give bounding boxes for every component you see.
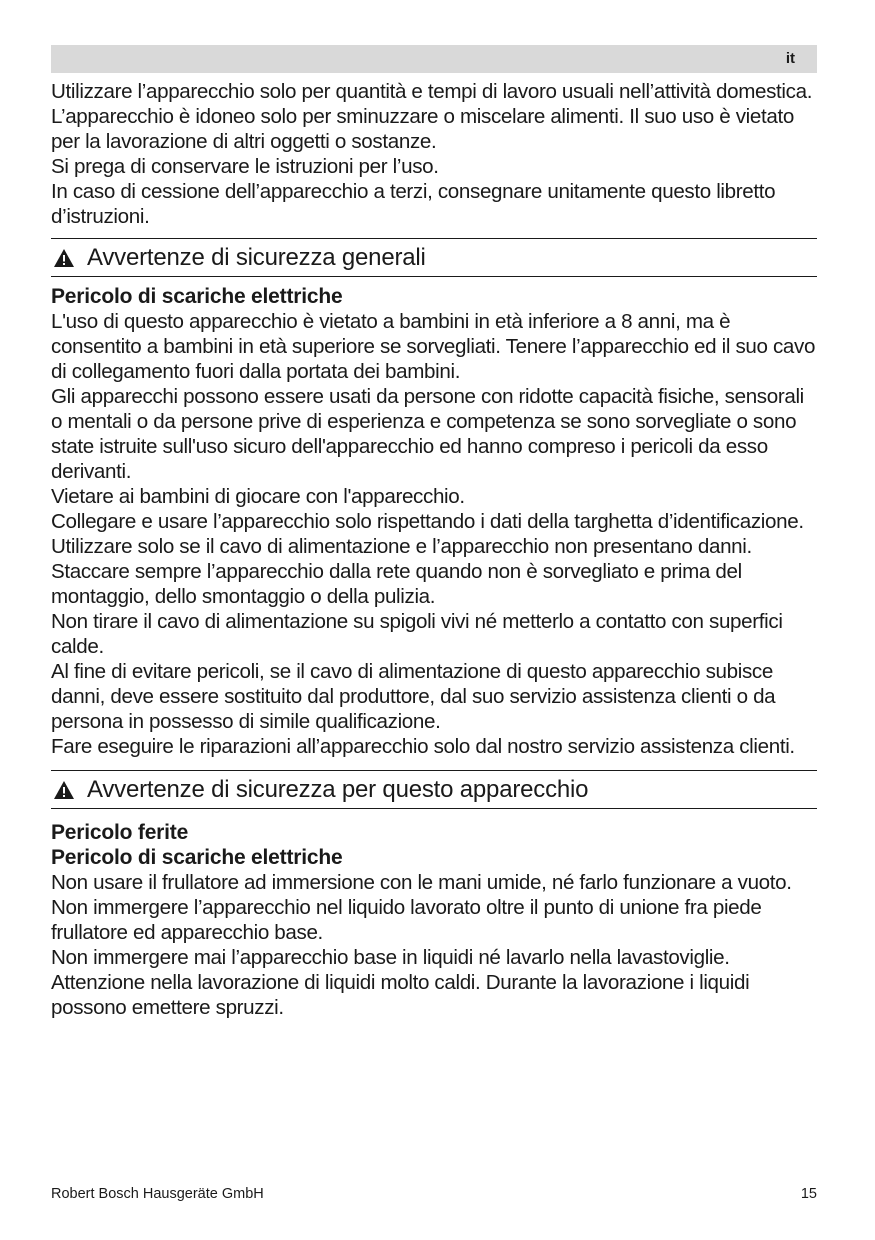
safety-paragraph: Staccare sempre l’apparecchio dalla rete quando non è sorvegliato e prima del montaggio, dello smontaggio o della pulizia.	[51, 560, 742, 608]
safety-paragraph: Gli apparecchi possono essere usati da persone con ridotte capacità fisiche, sensorali o mentali o da persone prive di esperienza e competenza se sono sorvegliate o sono state istruite sull'uso sicuro dell'apparecchio ed hanno compreso i pericoli da esso derivanti.	[51, 385, 804, 483]
warning-triangle-icon	[53, 248, 75, 268]
section-appliance-safety-body	[51, 820, 817, 1020]
page-content	[51, 79, 817, 1020]
safety-paragraph: Vietare ai bambini di giocare con l'apparecchio.	[51, 485, 465, 508]
company-name: Robert Bosch Hausgeräte GmbH	[51, 1186, 264, 1202]
intro-paragraph: Si prega di conservare le istruzioni per l’uso.	[51, 155, 439, 178]
warning-triangle-icon	[53, 780, 75, 800]
safety-paragraph: Non immergere l’apparecchio nel liquido lavorato oltre il punto di unione fra piede frullatore ed apparecchio base.	[51, 896, 762, 944]
page-number: 15	[800, 1186, 817, 1202]
safety-paragraph: Fare eseguire le riparazioni all’apparecchio solo dal nostro servizio assistenza clienti.	[51, 735, 795, 758]
safety-paragraph: Non usare il frullatore ad immersione con le mani umide, né farlo funzionare a vuoto.	[51, 871, 792, 894]
intro-block	[51, 79, 817, 229]
page-footer	[51, 1186, 817, 1202]
intro-paragraph: L’apparecchio è idoneo solo per sminuzzare o miscelare alimenti. Il suo uso è vietato per la lavorazione di altri oggetti o sostanze.	[51, 105, 794, 153]
safety-paragraph: Al fine di evitare pericoli, se il cavo di alimentazione di questo apparecchio subisce danni, deve essere sostituito dal produttore, dal suo servizio assistenza clienti o da persona in possesso di simile qualificazione.	[51, 660, 776, 733]
section-title: Avvertenze di sicurezza generali	[87, 244, 426, 271]
intro-paragraph: Utilizzare l’apparecchio solo per quantità e tempi di lavoro usuali nell’attività domestica.	[51, 80, 813, 103]
section-appliance-safety-heading	[51, 770, 817, 809]
hazard-subtitle: Pericolo di scariche elettriche	[51, 285, 343, 308]
hazard-subtitle: Pericolo di scariche elettriche	[51, 846, 343, 869]
section-general-safety-heading	[51, 238, 817, 277]
safety-paragraph: L'uso di questo apparecchio è vietato a bambini in età inferiore a 8 anni, ma è consentito a bambini in età superiore se sorvegliati. Tenere l’apparecchio ed il suo cavo di collegamento fuori dalla portata dei bambini.	[51, 310, 816, 383]
safety-paragraph: Utilizzare solo se il cavo di alimentazione e l’apparecchio non presentano danni.	[51, 535, 752, 558]
section-title: Avvertenze di sicurezza per questo apparecchio	[87, 776, 589, 803]
language-bar	[51, 45, 817, 73]
language-tag: it	[785, 50, 795, 67]
safety-paragraph: Non tirare il cavo di alimentazione su spigoli vivi né metterlo a contatto con superfici calde.	[51, 610, 783, 658]
safety-paragraph: Collegare e usare l’apparecchio solo rispettando i dati della targhetta d’identificazione.	[51, 510, 804, 533]
hazard-subtitle: Pericolo ferite	[51, 821, 189, 844]
safety-paragraph: Attenzione nella lavorazione di liquidi molto caldi. Durante la lavorazione i liquidi possono emettere spruzzi.	[51, 971, 750, 1019]
safety-paragraph: Non immergere mai l’apparecchio base in liquidi né lavarlo nella lavastoviglie.	[51, 946, 730, 969]
intro-paragraph: In caso di cessione dell’apparecchio a terzi, consegnare unitamente questo libretto d’istruzioni.	[51, 180, 776, 228]
section-general-safety-body	[51, 284, 817, 759]
